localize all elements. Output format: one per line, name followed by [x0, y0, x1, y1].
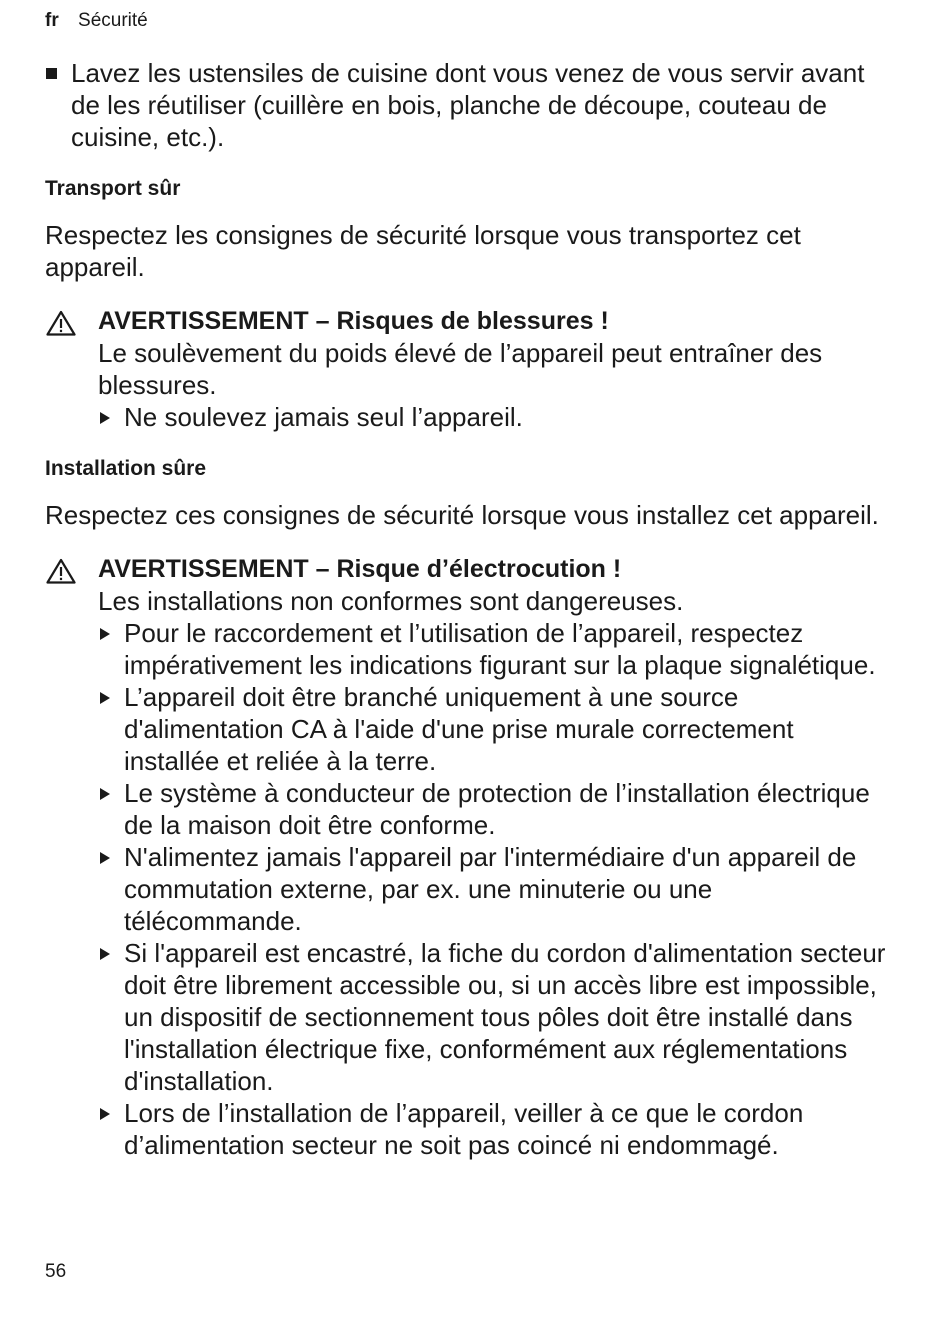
installation-intro: Respectez ces consignes de sécurité lorsque vous installez cet appareil.: [45, 500, 879, 530]
instruction-list: [98, 617, 895, 1161]
instruction-step: Lors de l’installation de l’appareil, veiller à ce que le cordon d’alimentation secteur ne soit pas coincé ni endommagé.: [98, 1097, 895, 1161]
instruction-step: N'alimentez jamais l'appareil par l'intermédiaire d'un appareil de commutation externe, par ex. une minuterie ou une télécommande.: [98, 841, 895, 937]
warning-text: Les installations non conformes sont dangereuses.: [98, 586, 684, 616]
warning-triangle-icon: [46, 558, 76, 584]
instruction-step: L’appareil doit être branché uniquement à une source d'alimentation CA à l'aide d'une prise murale correctement installée et reliée à la terre.: [98, 681, 895, 777]
intro-bullet: [45, 57, 895, 153]
language-code: fr: [45, 10, 59, 31]
instruction-step: Si l'appareil est encastré, la fiche du cordon d'alimentation secteur doit être librement accessible ou, si un accès libre est impossible, un dispositif de sectionnement tous pôles doit être installé dans l'installation électrique fixe, conformément aux réglementations d'installation.: [98, 937, 895, 1097]
arrow-right-icon: [100, 852, 110, 864]
arrow-right-icon: [100, 1108, 110, 1120]
section-title-installation: Installation sûre: [45, 457, 207, 480]
page-content: [45, 57, 895, 1161]
warning-triangle-icon: [46, 310, 76, 336]
arrow-right-icon: [100, 628, 110, 640]
warning-title: AVERTISSEMENT – Risque d’électrocution !: [98, 555, 622, 583]
transport-intro: Respectez les consignes de sécurité lorsque vous transportez cet appareil.: [45, 220, 801, 282]
warning-title: AVERTISSEMENT – Risques de blessures !: [98, 307, 609, 335]
instruction-list: [98, 401, 895, 433]
section-name: Sécurité: [78, 10, 148, 31]
section-title-transport: Transport sûr: [45, 177, 181, 200]
arrow-right-icon: [100, 948, 110, 960]
instruction-step: Pour le raccordement et l’utilisation de l’appareil, respectez impérativement les indications figurant sur la plaque signalétique.: [98, 617, 895, 681]
page-header: [45, 10, 148, 32]
arrow-right-icon: [100, 412, 110, 424]
intro-bullet-text: Lavez les ustensiles de cuisine dont vous venez de vous servir avant de les réutiliser (cuillère en bois, planche de découpe, couteau de cuisine, etc.).: [71, 58, 865, 152]
arrow-right-icon: [100, 692, 110, 704]
page-number: 56: [45, 1261, 67, 1282]
instruction-step: Ne soulevez jamais seul l’appareil.: [98, 401, 895, 433]
warning-text: Le soulèvement du poids élevé de l’appareil peut entraîner des blessures.: [98, 338, 823, 400]
square-bullet-icon: [46, 68, 57, 79]
instruction-step: Le système à conducteur de protection de l’installation électrique de la maison doit être conforme.: [98, 777, 895, 841]
arrow-right-icon: [100, 788, 110, 800]
warning-electrocution: [45, 553, 895, 1161]
warning-injury: [45, 305, 895, 433]
